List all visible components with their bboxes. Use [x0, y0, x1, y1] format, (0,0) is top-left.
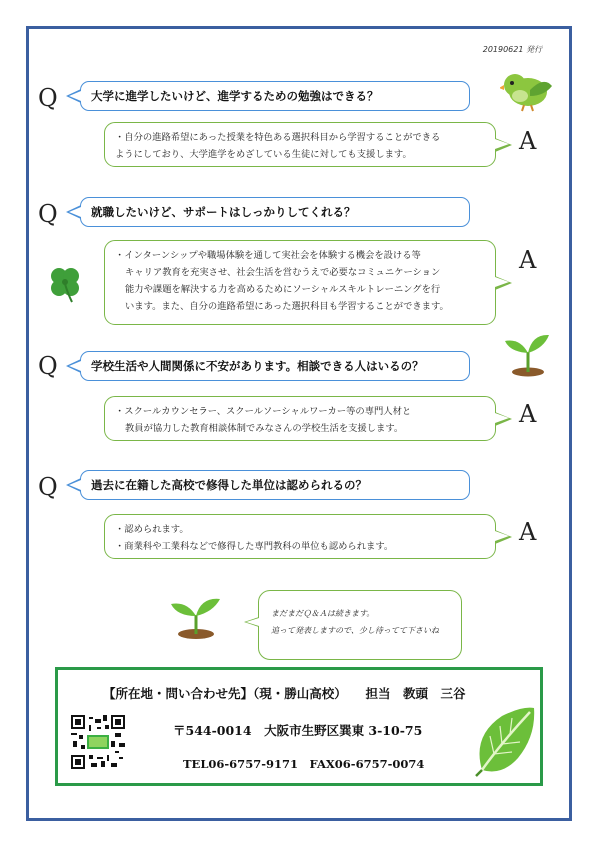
- question-text-4: 過去に在籍した高校で修得した単位は認められるの？: [91, 478, 367, 492]
- note-bubble: [258, 590, 462, 660]
- green-bird-icon: [500, 68, 556, 112]
- contact-box: [55, 667, 543, 786]
- answer-2-line-4: います。また、自分の進路希望にあった選択科目も学習することができます。: [125, 301, 449, 312]
- answer-4-line-1: ・認められます。: [115, 524, 189, 535]
- answer-4-line-2: ・商業科や工業科などで修得した専門教科の単位も認められます。: [115, 541, 394, 552]
- answer-bubble-3: [104, 396, 496, 441]
- qr-code: [71, 715, 125, 769]
- question-text-2: 就職したいけど、サポートはしっかりしてくれる？: [91, 205, 356, 219]
- a-label-2: A: [519, 246, 537, 274]
- answer-bubble-4: [104, 514, 496, 559]
- answer-1-line-2: ようにしており、大学進学をめざしている生徒に対しても支援します。: [115, 149, 412, 160]
- q-label-4: Q: [38, 473, 58, 501]
- q-label-3: Q: [38, 352, 58, 380]
- answer-2-line-1: ・インターンシップや職場体験を通して実社会を体験する機会を設ける等: [115, 250, 421, 261]
- a-label-3: A: [519, 400, 537, 428]
- note-line-2: 追って発表しますので、少し待ってて下さいね: [271, 626, 439, 635]
- q-label-2: Q: [38, 200, 58, 228]
- contact-phone-fax: TEL06-6757-9171 FAX06-6757-0074: [183, 757, 425, 771]
- question-bubble-3: [80, 351, 470, 381]
- sprout-icon: [504, 328, 550, 378]
- question-bubble-4: [80, 470, 470, 500]
- note-line-1: まだまだＱ＆Ａは続きます。: [271, 609, 375, 618]
- four-leaf-clover-icon: [46, 264, 84, 304]
- a-label-4: A: [519, 518, 537, 546]
- answer-2-line-2: キャリア教育を充実させ、社会生活を営むうえで必要なコミュニケーション: [125, 267, 441, 278]
- issue-date: 20190621 発行: [482, 45, 542, 54]
- answer-bubble-2: [104, 240, 496, 325]
- question-text-3: 学校生活や人間関係に不安があります。相談できる人はいるの？: [91, 359, 424, 373]
- contact-header: 【所在地・問い合わせ先】（現・勝山高校） 担当 教頭 三谷: [103, 686, 466, 701]
- question-bubble-2: [80, 197, 470, 227]
- contact-address: 〒544-0014 大阪市生野区巽東 3-10-75: [173, 723, 423, 738]
- answer-1-line-1: ・自分の進路希望にあった授業を特色ある選択科目から学習することができる: [115, 132, 441, 143]
- question-text-1: 大学に進学したいけど、進学するための勉強はできる？: [91, 89, 379, 103]
- answer-bubble-1: [104, 122, 496, 167]
- sprout-icon: [169, 594, 223, 640]
- answer-2-line-3: 能力や課題を解決する力を高めるためにソーシャルスキルトレーニングを行: [125, 284, 441, 295]
- question-bubble-1: [80, 81, 470, 111]
- green-leaf-icon: [472, 706, 536, 778]
- a-label-1: A: [519, 127, 537, 155]
- q-label-1: Q: [38, 84, 58, 112]
- answer-3-line-1: ・スクールカウンセラー、スクールソーシャルワーカー等の専門人材と: [115, 406, 412, 417]
- answer-3-line-2: 教員が協力した教育相談体制でみなさんの学校生活を支援します。: [125, 423, 404, 434]
